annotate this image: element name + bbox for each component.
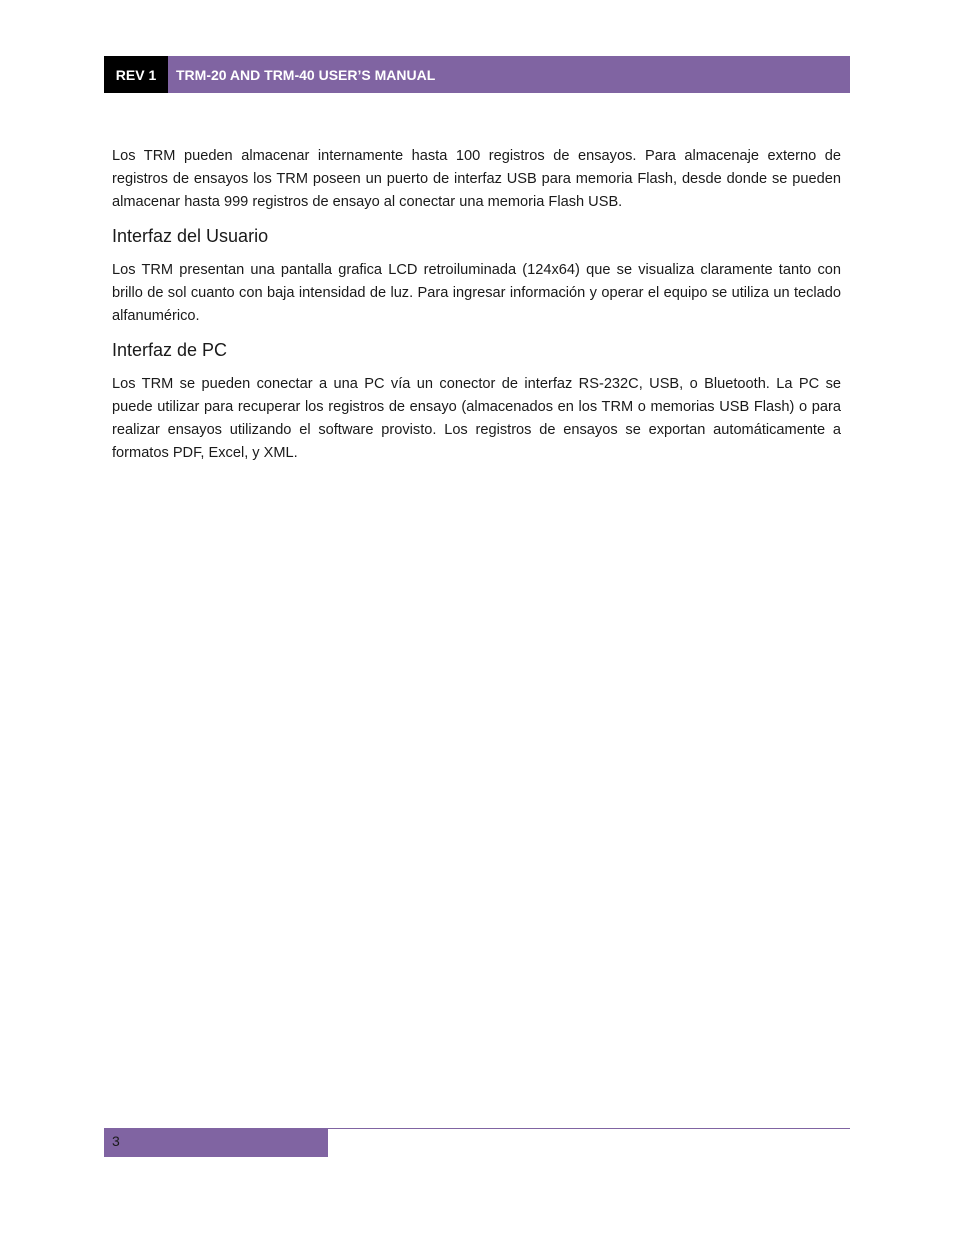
heading-pc-interface: Interfaz de PC: [112, 340, 228, 360]
page-header: [104, 56, 850, 93]
paragraph-user-interface: Los TRM presentan una pantalla grafica LCD retroiluminada (124x64) que se visualiza claramente tanto con brillo de sol cuanto con baja intensidad de luz. Para ingresar información y operar el equipo se utiliza un teclado alfanumérico.: [112, 262, 841, 324]
manual-title: TRM-20 AND TRM-40 USER’S MANUAL: [168, 56, 850, 93]
heading-user-interface: Interfaz del Usuario: [112, 226, 269, 246]
paragraph-pc-interface: Los TRM se pueden conectar a una PC vía un conector de interfaz RS-232C, USB, o Bluetooth. La PC se puede utilizar para recuperar los registros de ensayo (almacenados en los TRM o memorias USB Flash) o para realizar ensayos utilizando el software provisto. Los registros de ensayos se exportan automáticamente a formatos PDF, Excel, y XML.: [112, 376, 841, 461]
page-content: [112, 145, 841, 465]
paragraph-storage: Los TRM pueden almacenar internamente hasta 100 registros de ensayos. Para almacenaje externo de registros de ensayos los TRM poseen un puerto de interfaz USB para memoria Flash, desde donde se pueden almacenar hasta 999 registros de ensayo al conectar una memoria Flash USB.: [112, 148, 841, 210]
page-number: 3: [104, 1129, 328, 1157]
revision-label: REV 1: [104, 56, 168, 93]
